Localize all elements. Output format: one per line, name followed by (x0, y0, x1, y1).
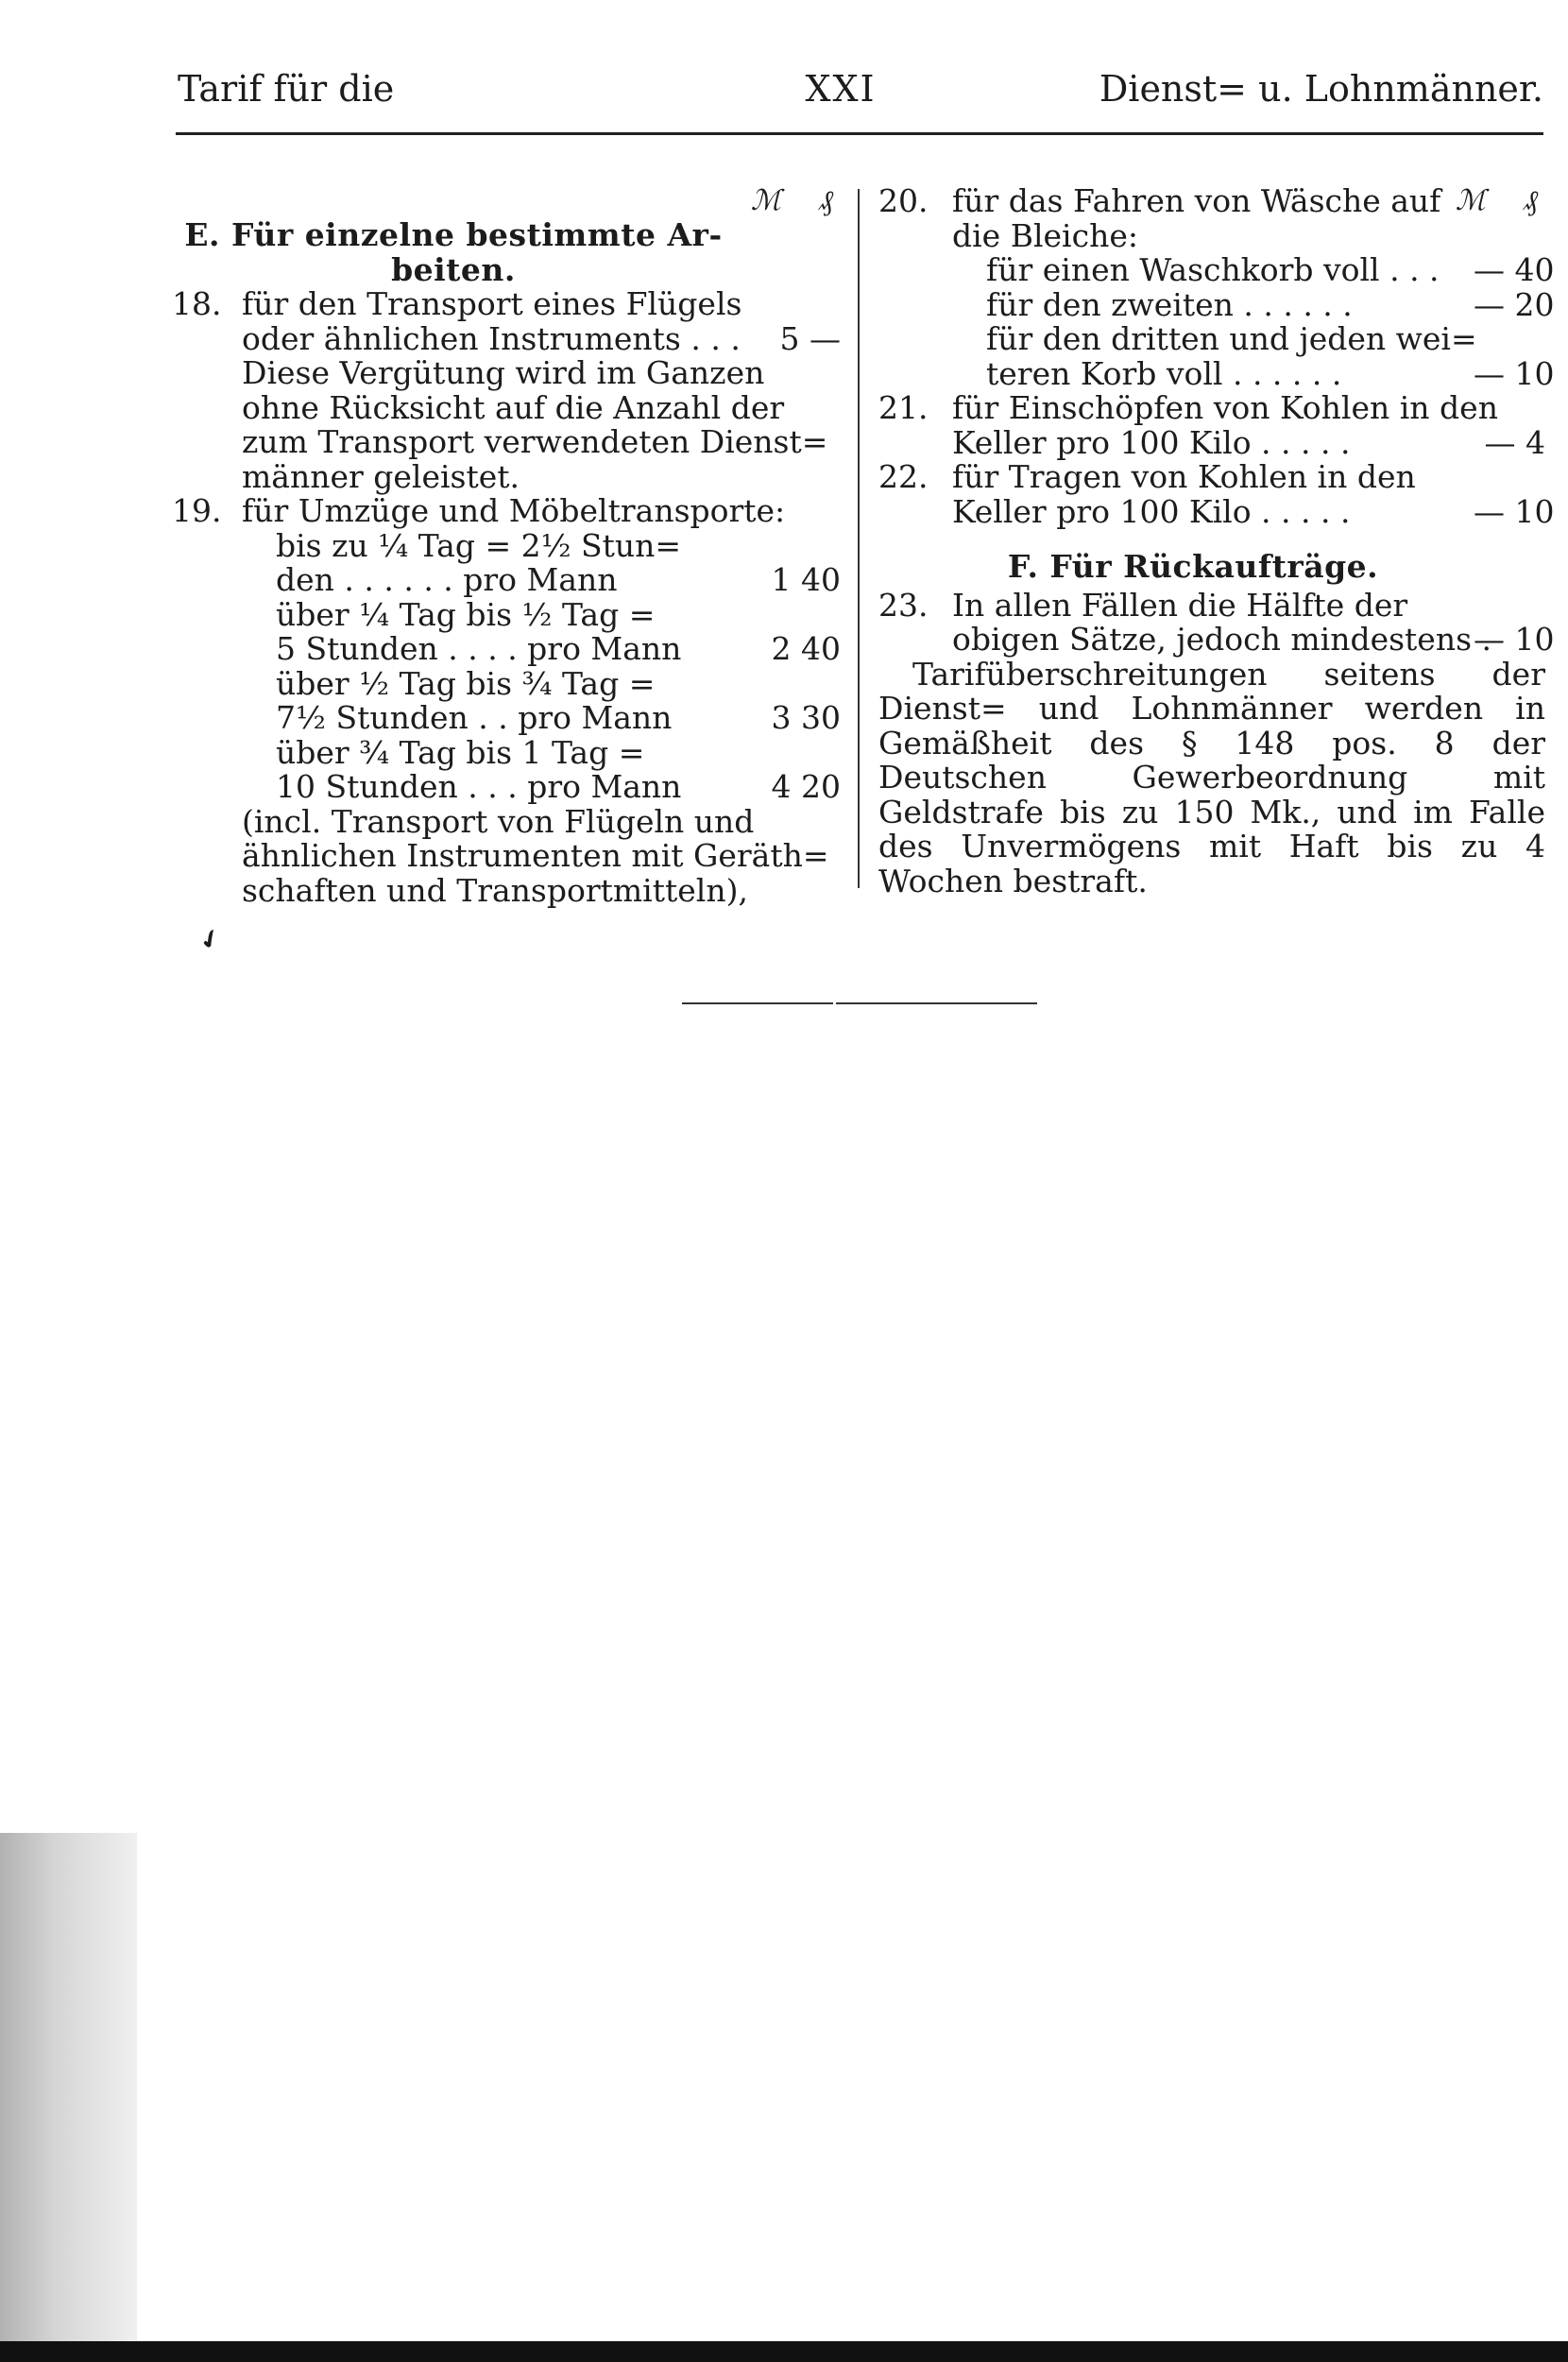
item-text: für den dritten und jeden wei= (986, 320, 1477, 357)
tariff-line (142, 701, 841, 736)
tariff-line (142, 632, 841, 667)
item-text: männer geleistet. (242, 457, 520, 495)
item-amount: — 20 (1474, 285, 1555, 323)
right-entries-b (878, 586, 1555, 658)
scan-edge-shadow (0, 1833, 137, 2362)
item-number: 20. (878, 182, 929, 219)
item-amount: 4 20 (771, 768, 841, 805)
item-text: die Bleiche: (952, 216, 1138, 254)
tariff-line (878, 460, 1545, 495)
left-entries (142, 287, 841, 908)
item-amount: 3 30 (771, 699, 841, 736)
item-text: Diese Vergütung wird im Ganzen (242, 354, 765, 391)
penalty-paragraph: Tarifüberschreitungen seitens der Dienst= und Lohnmänner werden in Gemäßheit des § 148 pos. 8 der Deutschen Gewerbeordnung mit Geldstrafe bis zu 150 Mk., und im Falle des Unvermögens mit Haft bis zu 4 Wochen bestraft. (878, 655, 1545, 899)
tariff-line (142, 457, 841, 495)
item-number: 22. (878, 458, 929, 495)
tariff-line (878, 251, 1555, 288)
item-amount: — 40 (1474, 251, 1555, 288)
item-text: obigen Sätze, jedoch mindestens . (952, 621, 1492, 658)
item-text: teren Korb voll . . . . . . (986, 354, 1342, 392)
item-text: für das Fahren von Wäsche auf (952, 182, 1441, 219)
item-text: 10 Stunden . . . pro Mann (276, 768, 682, 805)
tariff-line (878, 184, 1545, 219)
item-text: 5 Stunden . . . . pro Mann (276, 630, 682, 667)
tariff-line (142, 563, 841, 598)
item-text: für den Transport eines Flügels (242, 285, 742, 322)
currency-pf: ₰ (819, 184, 833, 217)
tariff-line (142, 664, 841, 702)
item-amount: — 10 (1474, 492, 1555, 530)
tariff-line (878, 586, 1545, 624)
item-text: über ¼ Tag bis ½ Tag = (276, 595, 656, 633)
tariff-line (878, 285, 1555, 323)
tariff-line (142, 839, 841, 874)
page-number: XXI (805, 68, 877, 110)
currency-mark: ℳ (750, 184, 781, 217)
item-text: In allen Fällen die Hälfte der (952, 586, 1408, 624)
tariff-line (878, 391, 1545, 426)
right-column (878, 182, 1555, 899)
tariff-line (142, 287, 841, 322)
item-text: für Einschöpfen von Kohlen in den (952, 389, 1498, 426)
item-text: schaften und Transportmitteln), (242, 871, 748, 909)
tariff-line (878, 216, 1545, 254)
item-text: für Tragen von Kohlen in den (952, 458, 1416, 495)
tariff-line (878, 621, 1555, 658)
stray-mark: ✔ (194, 922, 227, 958)
tariff-line (142, 733, 841, 771)
item-amount: — 10 (1474, 354, 1555, 392)
tariff-line (878, 423, 1545, 461)
tariff-line (142, 494, 841, 529)
item-text: den . . . . . . pro Mann (276, 561, 618, 598)
tariff-line (142, 526, 841, 564)
tariff-line (142, 356, 841, 391)
item-text: 7½ Stunden . . pro Mann (276, 699, 673, 736)
item-number: 19. (172, 492, 222, 529)
tariff-line (878, 322, 1545, 357)
item-amount: 2 40 (771, 630, 841, 667)
tariff-line (142, 319, 841, 357)
item-amount: 5 — (779, 319, 841, 357)
currency-header-left (142, 184, 841, 218)
scan-bottom-edge (0, 2341, 1568, 2362)
section-heading-f: F. Für Rückaufträge. (1007, 548, 1379, 585)
item-text: zum Transport verwendeten Dienst= (242, 423, 828, 460)
section-heading-e-line2: beiten. (391, 250, 516, 288)
item-text: für einen Waschkorb voll . . . (986, 251, 1440, 288)
item-amount: 1 40 (771, 561, 841, 598)
running-header-right: Dienst= u. Lohnmänner. (1099, 68, 1543, 110)
item-text: für den zweiten . . . . . . (986, 285, 1353, 323)
item-text: ohne Rücksicht auf die Anzahl der (242, 388, 785, 426)
item-number: 21. (878, 389, 929, 426)
item-text: oder ähnlichen Instruments . . . (242, 319, 741, 357)
item-number: 23. (878, 586, 929, 624)
currency-pf: ₰ (1524, 184, 1538, 217)
item-text: (incl. Transport von Flügeln und (242, 802, 755, 840)
section-heading-e (142, 218, 841, 287)
tariff-line (142, 871, 841, 909)
section-heading-e-line1: E. Für einzelne bestimmte Ar- (184, 216, 723, 253)
right-entries-a (878, 182, 1555, 530)
item-text: bis zu ¼ Tag = 2½ Stun= (276, 526, 682, 564)
item-amount: — 10 (1474, 621, 1555, 658)
tariff-line (142, 425, 841, 460)
running-header-left: Tarif für die (178, 68, 395, 110)
tariff-line (142, 595, 841, 633)
column-divider (858, 189, 860, 888)
item-text: Keller pro 100 Kilo . . . . . (952, 423, 1351, 461)
item-text: Keller pro 100 Kilo . . . . . (952, 492, 1351, 530)
left-column (142, 184, 841, 908)
tariff-line (142, 802, 841, 840)
currency-mark: ℳ (1455, 184, 1486, 217)
tariff-line (142, 388, 841, 426)
item-number: 18. (172, 285, 222, 322)
tariff-line (142, 770, 841, 805)
item-text: über ¾ Tag bis 1 Tag = (276, 733, 645, 771)
header-rule (176, 132, 1543, 135)
end-rule-right (836, 1002, 1037, 1004)
item-text: über ½ Tag bis ¾ Tag = (276, 664, 656, 702)
item-text: ähnlichen Instrumenten mit Geräth= (242, 837, 829, 874)
item-amount: — 4 (1484, 423, 1545, 461)
item-text: für Umzüge und Möbeltransporte: (242, 492, 786, 529)
end-rule-left (682, 1002, 833, 1004)
tariff-line (878, 492, 1555, 530)
tariff-line (878, 354, 1555, 392)
